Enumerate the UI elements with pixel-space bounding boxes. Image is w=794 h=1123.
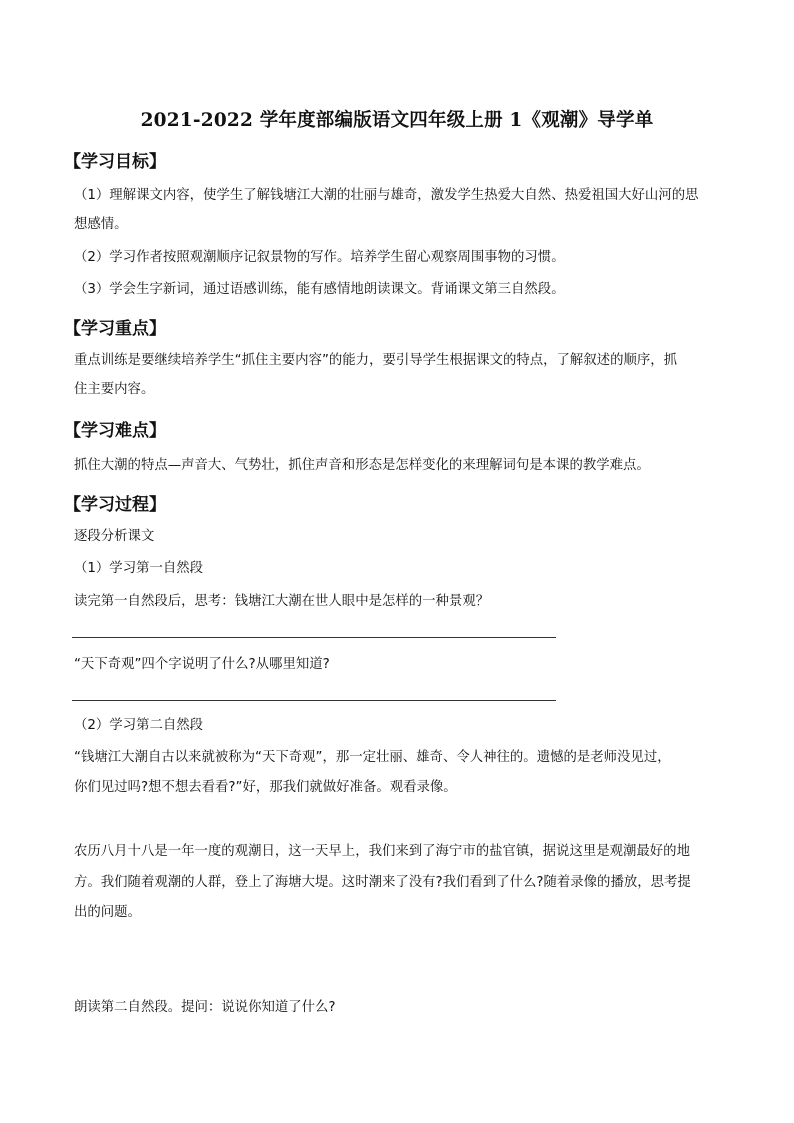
key-points-line-1: 重点训练是要继续培养学生“抓住主要内容”的能力，要引导学生根据课文的特点，了解叙述的顺序，抓	[74, 353, 678, 368]
part2-para2-line-1: 农历八月十八是一年一度的观潮日，这一天早上，我们来到了海宁市的盐官镇，据说这里是观潮最好的地	[74, 844, 690, 859]
answer-line-2[interactable]	[72, 700, 556, 701]
heading-learning-goals: 【学习目标】	[64, 152, 166, 172]
part2-para2-line-2: 方。我们随着观潮的人群，登上了海塘大堤。这时潮来了没有?我们看到了什么?随着录像的播放，思考提	[74, 875, 691, 890]
heading-key-points: 【学习重点】	[64, 319, 166, 339]
part1-question-2: “天下奇观”四个字说明了什么?从哪里知道?	[74, 657, 330, 672]
part2-para1-line-2: 你们见过吗?想不想去看看?”好，那我们就做好准备。观看录像。	[74, 780, 457, 795]
answer-line-1[interactable]	[72, 637, 556, 638]
part2-title: （2）学习第二自然段	[74, 718, 204, 733]
part2-para2-line-3: 出的问题。	[74, 905, 141, 920]
difficulties-line-1: 抓住大潮的特点—声音大、气势壮，抓住声音和形态是怎样变化的来理解词句是本课的教学难点。	[74, 458, 650, 473]
goal-item-3: （3）学会生字新词，通过语感训练，能有感情地朗读课文。背诵课文第三自然段。	[74, 282, 565, 297]
part2-question: 朗读第二自然段。提问：说说你知道了什么?	[74, 1000, 336, 1015]
heading-learning-process: 【学习过程】	[64, 495, 166, 515]
goal-item-2: （2）学习作者按照观潮顺序记叙景物的写作。培养学生留心观察周围事物的习惯。	[74, 250, 565, 265]
part1-title: （1）学习第一自然段	[74, 561, 204, 576]
heading-difficulties: 【学习难点】	[64, 421, 166, 441]
part2-para1-line-1: “钱塘江大潮自古以来就被称为“天下奇观”，那一定壮丽、雄奇、令人神往的。遗憾的是老师没见过，	[74, 750, 671, 765]
key-points-line-2: 住主要内容。	[74, 382, 155, 397]
goal-item-1-continued: 想感情。	[74, 217, 128, 232]
document-title: 2021-2022 学年度部编版语文四年级上册 1《观潮》导学单	[140, 110, 654, 131]
process-intro: 逐段分析课文	[74, 529, 155, 544]
part1-question-1: 读完第一自然段后，思考：钱塘江大潮在世人眼中是怎样的一种景观？	[74, 594, 490, 609]
goal-item-1: （1）理解课文内容，使学生了解钱塘江大潮的壮丽与雄奇，激发学生热爱大自然、热爱祖国大好山河的思	[74, 188, 699, 203]
